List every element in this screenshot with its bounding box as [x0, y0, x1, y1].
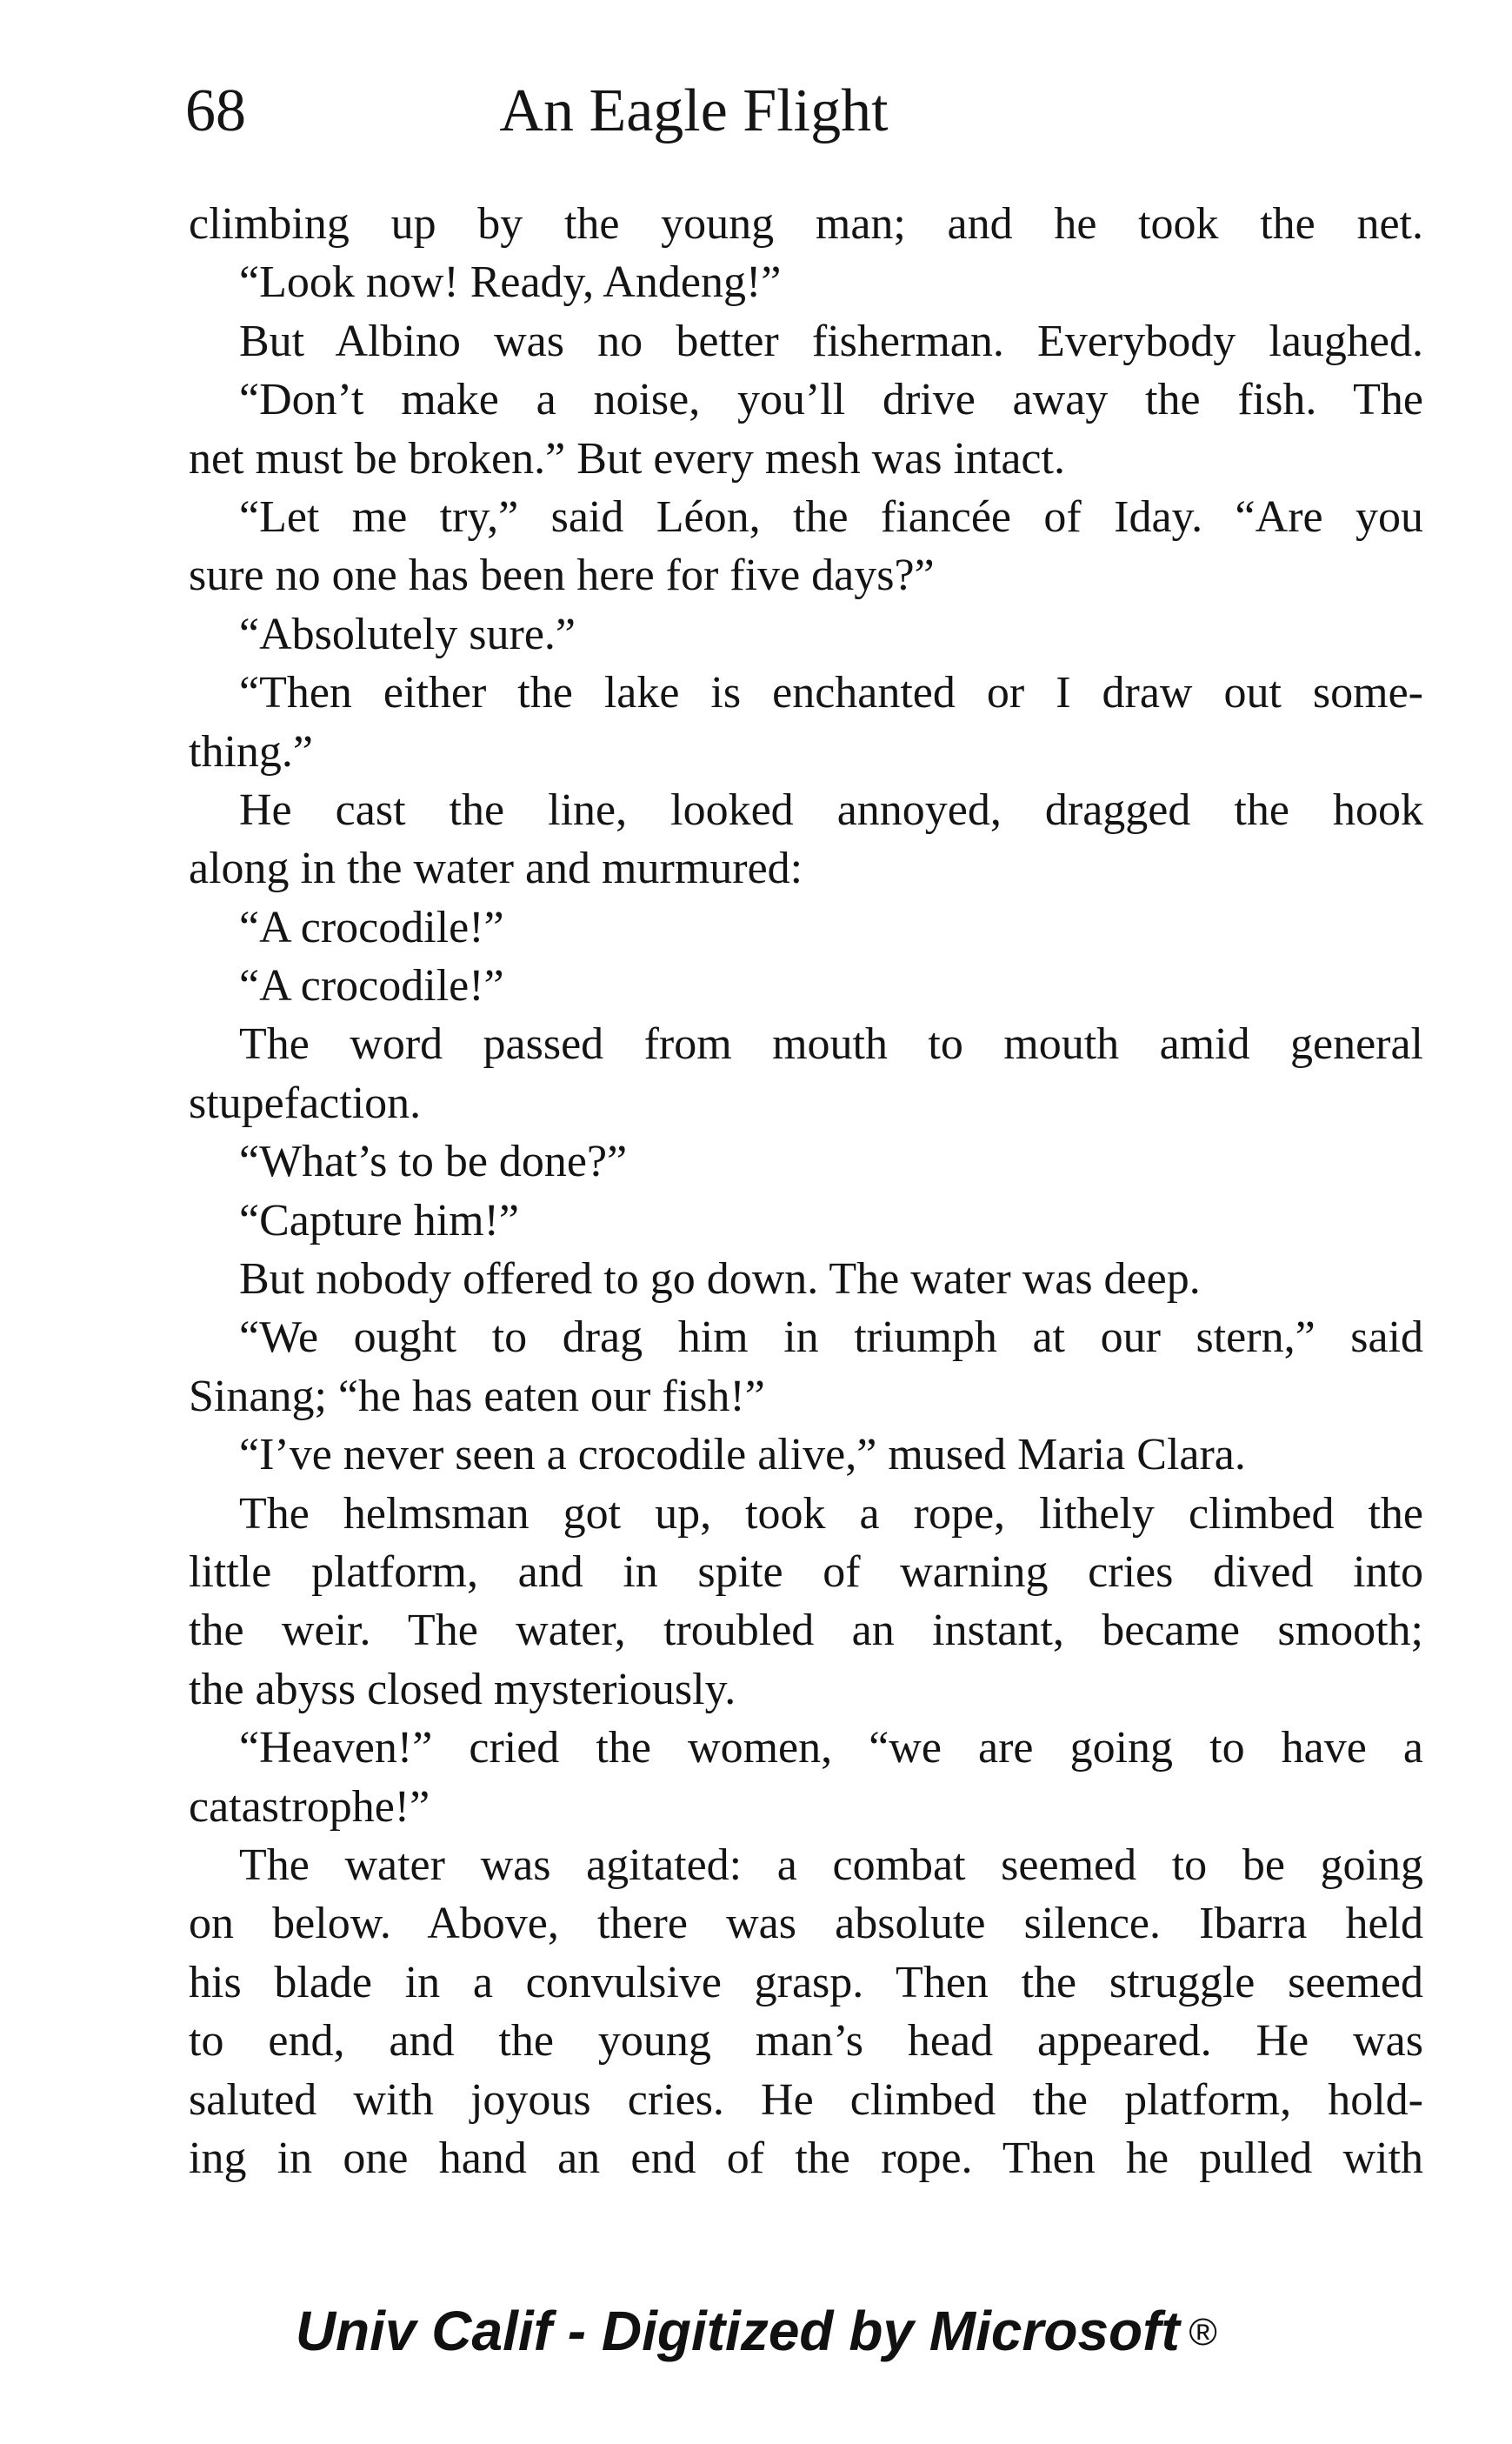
text-line: Sinang; “he has eaten our fish!” [189, 1371, 765, 1421]
text-line: the abyss closed mysteriously. [189, 1664, 736, 1714]
text-line: The helmsman got up, took a rope, lithely climbed the [239, 1488, 1423, 1539]
text-line: net must be broken.” But every mesh was intact. [189, 433, 1065, 484]
text-line: “I’ve never seen a crocodile alive,” mused Maria Clara. [239, 1430, 1246, 1480]
text-line: stupefaction. [189, 1078, 422, 1128]
text-line: “A crocodile!” [239, 902, 504, 952]
text-line: thing.” [189, 726, 313, 777]
text-line: the weir. The water, troubled an instant, became smooth; [189, 1606, 1423, 1656]
text-line: But nobody offered to go down. The water was deep. [239, 1254, 1201, 1305]
text-line: “What’s to be done?” [239, 1137, 628, 1187]
text-line: little platform, and in spite of warning cries dived into [189, 1546, 1423, 1597]
text-line: on below. Above, there was absolute silence. Ibarra held [189, 1899, 1423, 1949]
text-line: “Don’t make a noise, you’ll drive away the fish. The [239, 375, 1423, 425]
running-title: An Eagle Flight [499, 77, 889, 144]
text-line: “Let me try,” said Léon, the fiancée of Iday. “Are you [239, 491, 1423, 542]
text-line: “Heaven!” cried the women, “we are going to have a [239, 1723, 1423, 1773]
text-line: “Capture him!” [239, 1195, 519, 1245]
text-line: But Albino was no better fisherman. Everybody laughed. [239, 316, 1423, 366]
text-line: catastrophe!” [189, 1781, 430, 1832]
text-line: The word passed from mouth to mouth amid general [239, 1019, 1423, 1070]
text-line: his blade in a convulsive grasp. Then the struggle seemed [189, 1957, 1423, 2007]
text-line: “We ought to drag him in triumph at our stern,” said [239, 1312, 1423, 1363]
watermark-text: Univ Calif - Digitized by Microsoft [295, 2300, 1180, 2362]
text-line: climbing up by the young man; and he took the net. [189, 199, 1423, 249]
text-line: ing in one hand an end of the rope. Then he pulled with [189, 2133, 1423, 2183]
text-line: saluted with joyous cries. He climbed the platform, hold- [189, 2074, 1423, 2125]
text-line: along in the water and murmured: [189, 844, 803, 894]
digitization-watermark [0, 2296, 1512, 2367]
text-line: He cast the line, looked annoyed, dragged the hook [239, 785, 1423, 835]
page-number: 68 [185, 77, 246, 144]
text-line: to end, and the young man’s head appeared. He was [189, 2016, 1423, 2067]
text-line: “A crocodile!” [239, 961, 504, 1012]
text-line: The water was agitated: a combat seemed to be going [239, 1840, 1423, 1890]
text-line: “Look now! Ready, Andeng!” [239, 257, 782, 308]
body-text [189, 195, 1423, 2187]
text-line: “Then either the lake is enchanted or I draw out some- [239, 668, 1423, 718]
registered-mark: ® [1188, 2311, 1217, 2354]
text-line: sure no one has been here for five days?” [189, 551, 935, 601]
text-line: “Absolutely sure.” [239, 609, 576, 659]
running-head [185, 77, 1420, 146]
